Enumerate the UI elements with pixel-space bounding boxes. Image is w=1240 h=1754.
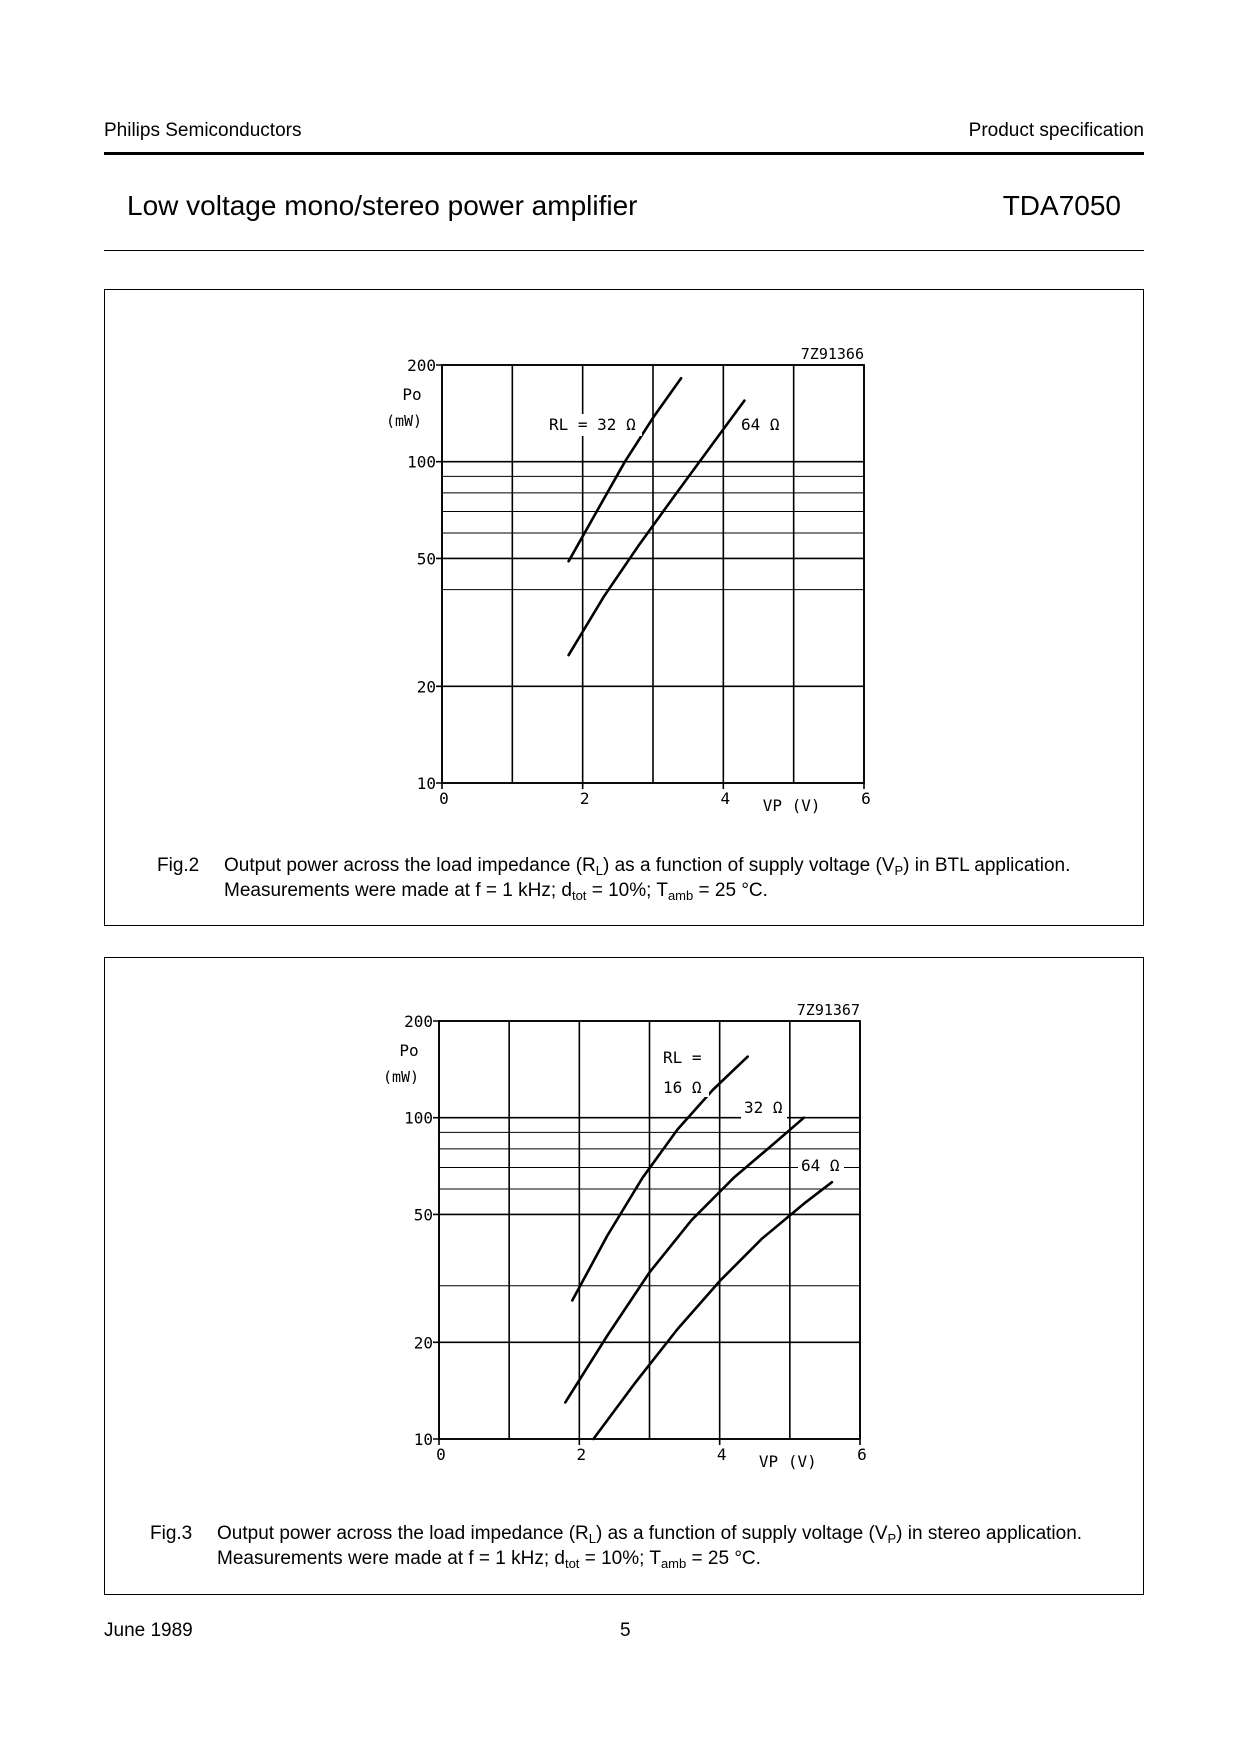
company-name: Philips Semiconductors [104, 120, 302, 141]
y-tick-label: 200 [404, 1012, 433, 1031]
series-label: RL = 32 Ω [549, 415, 636, 434]
series-line-2 [569, 401, 745, 655]
series-line-2 [565, 1118, 804, 1403]
series-label: 64 Ω [801, 1156, 840, 1175]
caption-subscript: P [887, 1531, 897, 1546]
x-axis-label: VP (V) [758, 1452, 817, 1471]
caption-subscript: tot [564, 1556, 580, 1571]
part-number: TDA7050 [1002, 190, 1121, 221]
figure-2-caption-line-1 [224, 853, 1070, 878]
figure-3-caption-line-1 [217, 1521, 1082, 1546]
figure-3-number: Fig.3 [150, 1523, 193, 1544]
y-tick-label: 20 [416, 677, 436, 697]
caption-subscript: L [595, 863, 603, 878]
document-type: Product specification [968, 120, 1144, 141]
caption-text: Measurements were made at f = 1 kHz; d [224, 880, 572, 901]
caption-subscript: tot [571, 888, 587, 903]
header-rule-thick [104, 152, 1144, 155]
figure-3-caption [150, 1521, 1130, 1577]
figure-2-panel [104, 289, 1144, 926]
caption-text: ) in BTL application. [903, 855, 1071, 876]
footer-date: June 1989 [104, 1620, 193, 1641]
page-number: 5 [620, 1620, 631, 1641]
x-tick-label: 0 [436, 1445, 446, 1464]
caption-text: ) in stereo application. [896, 1523, 1083, 1544]
caption-subscript: P [894, 863, 904, 878]
y-tick-label: 100 [407, 452, 436, 472]
x-tick-label: 2 [579, 789, 590, 808]
y-tick-label: 50 [413, 1205, 433, 1225]
caption-subscript: L [588, 1531, 596, 1546]
x-tick-label: 6 [857, 1445, 867, 1464]
header-rule-thin [104, 250, 1144, 251]
series-line-1 [569, 378, 682, 561]
y-tick-label: 50 [416, 549, 436, 569]
y-tick-label: 10 [413, 1430, 433, 1449]
figure-2-caption-line-2 [224, 878, 768, 903]
caption-subscript: amb [660, 1556, 687, 1571]
figure-code: 7Z91366 [800, 345, 864, 363]
y-tick-label: 100 [404, 1108, 433, 1128]
y-tick-label: 20 [413, 1333, 433, 1353]
y-tick-label: 200 [407, 356, 436, 375]
caption-subscript: amb [667, 888, 694, 903]
figure-3-chart [105, 958, 1143, 1594]
x-tick-label: 6 [861, 789, 871, 808]
x-axis-label: VP (V) [762, 796, 821, 815]
caption-text: = 10%; T [586, 880, 668, 901]
x-tick-label: 0 [439, 789, 449, 808]
figure-3-panel [104, 957, 1144, 1595]
caption-text: Measurements were made at f = 1 kHz; d [217, 1548, 565, 1569]
series-label: 16 Ω [663, 1078, 702, 1097]
series-label: 32 Ω [744, 1098, 783, 1117]
caption-text: ) as a function of supply voltage (V [596, 1523, 888, 1544]
y-axis-unit-label: (mW) [382, 1068, 420, 1086]
series-line-3 [593, 1182, 832, 1439]
x-tick-label: 4 [720, 789, 731, 808]
caption-text: ) as a function of supply voltage (V [603, 855, 895, 876]
caption-text: = 25 °C. [686, 1548, 761, 1569]
caption-text: = 10%; T [579, 1548, 661, 1569]
figure-2-number: Fig.2 [157, 855, 200, 876]
document-title: Low voltage mono/stereo power amplifier [127, 190, 638, 221]
series-line-1 [572, 1057, 747, 1301]
caption-text: Output power across the load impedance (R [217, 1523, 589, 1544]
figure-code: 7Z91367 [796, 1001, 860, 1019]
x-tick-label: 2 [576, 1445, 587, 1464]
figure-3-caption-line-2 [217, 1546, 761, 1571]
figure-2-caption [157, 853, 1127, 909]
series-label: RL = [663, 1048, 702, 1067]
y-axis-label: Po [399, 1041, 419, 1060]
figure-2-chart [105, 290, 1143, 925]
y-axis-unit-label: (mW) [385, 412, 423, 430]
x-tick-label: 4 [716, 1445, 727, 1464]
y-tick-label: 10 [416, 774, 436, 793]
series-label: 64 Ω [741, 415, 780, 434]
caption-text: = 25 °C. [693, 880, 768, 901]
caption-text: Output power across the load impedance (R [224, 855, 596, 876]
y-axis-label: Po [402, 385, 422, 404]
